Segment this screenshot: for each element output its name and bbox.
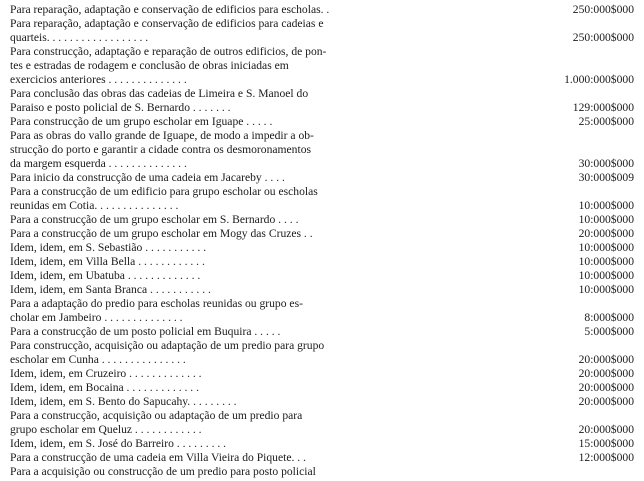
entry-line xyxy=(10,73,634,87)
entry-line xyxy=(10,157,634,171)
entry-line xyxy=(10,3,634,17)
entry-value: 129:000$000 xyxy=(572,101,634,114)
entry-line xyxy=(10,87,634,101)
entry-text: Para a adaptação do predio para escholas reunidas ou grupo es- xyxy=(10,297,303,310)
entry-value: 30:000$000 xyxy=(578,157,634,170)
entry-line xyxy=(10,269,634,283)
entry-value: 25:000$000 xyxy=(578,115,634,128)
entry-line xyxy=(10,353,634,367)
entry-value: 20:000$000 xyxy=(578,367,634,380)
entry-value: 15:000$000 xyxy=(578,437,634,450)
entry-text: reunidas em Cotia. . . . . . . . . . . . . . . xyxy=(10,199,179,212)
entry-line xyxy=(10,45,634,59)
entry-line xyxy=(10,381,634,395)
entry-value: 20:000$000 xyxy=(578,381,634,394)
entry-line xyxy=(10,241,634,255)
entry-value: 20:000$000 xyxy=(578,395,634,408)
entry-text: Idem, idem, em Cruzeiro . . . . . . . . . . . . . xyxy=(10,367,202,380)
entry-text: Para conclusão das obras das cadeias de Limeira e S. Manoel do xyxy=(10,87,309,100)
entry-line xyxy=(10,451,634,465)
entry-text: exercicios anteriores . . . . . . . . . . . . . . xyxy=(10,73,187,86)
entry-line xyxy=(10,227,634,241)
entry-text: Idem, idem, em Santa Branca . . . . . . . . . . . xyxy=(10,283,211,296)
entry-line xyxy=(10,171,634,185)
entry-text: Para inicio da construcção de uma cadeia em Jacareby . . . . xyxy=(10,171,285,184)
entry-line xyxy=(10,423,634,437)
entry-line xyxy=(10,199,634,213)
entry-text: Para a construcção de uma cadeia em Villa Vieira do Piquete. . . xyxy=(10,451,306,464)
entry-line xyxy=(10,409,634,423)
entry-line xyxy=(10,143,634,157)
entry-line xyxy=(10,101,634,115)
entry-line xyxy=(10,115,634,129)
entry-value: 8:000$000 xyxy=(584,311,634,324)
entry-line xyxy=(10,339,634,353)
entry-text: Para reparação, adaptação e conservação de edificios para escholas. . xyxy=(10,3,330,16)
entry-text: Idem, idem, em Bocaina . . . . . . . . . . . . . xyxy=(10,381,200,394)
entry-line xyxy=(10,283,634,297)
entry-line xyxy=(10,185,634,199)
entry-text: Para reparação, adaptação e conservação de edificios para cadeias e xyxy=(10,17,324,30)
entry-value: 250:000$000 xyxy=(572,31,634,44)
entry-text: Para a construcção de um edificio para grupo escholar ou escholas xyxy=(10,185,318,198)
entry-text: Para a construcção de um grupo escholar em Mogy das Cruzes . . xyxy=(10,227,313,240)
entry-text: tes e estradas de rodagem e conclusão de obras iniciadas em xyxy=(10,59,289,72)
entry-text: strucção do porto e garantir a cidade contra os desmoronamentos xyxy=(10,143,312,156)
entry-line xyxy=(10,311,634,325)
entry-text: Idem, idem, em S. Sebastião . . . . . . . . . . . xyxy=(10,241,207,254)
entry-line xyxy=(10,395,634,409)
entry-text: Idem, idem, em S. José do Barreiro . . . . . . . . . xyxy=(10,437,227,450)
entry-line xyxy=(10,367,634,381)
entry-value: 1.000:000$000 xyxy=(564,73,634,86)
entry-text: Idem, idem, em Ubatuba . . . . . . . . . . . . . xyxy=(10,269,201,282)
entry-line xyxy=(10,325,634,339)
entry-text: escholar em Cunha . . . . . . . . . . . . . . . xyxy=(10,353,186,366)
entry-line xyxy=(10,297,634,311)
entry-value: 10:000$000 xyxy=(578,213,634,226)
entry-text: Para construcção, adaptação e reparação de outros edificios, de pon- xyxy=(10,45,327,58)
entry-value: 5:000$000 xyxy=(584,325,634,338)
entry-value: 20:000$000 xyxy=(578,423,634,436)
entry-value: 10:000$000 xyxy=(578,241,634,254)
entry-text: Para as obras do vallo grande de Iguape, de modo a impedir a ob- xyxy=(10,129,314,142)
entry-line xyxy=(10,17,634,31)
entry-text: Idem, idem, em S. Bento do Sapucahy. . . . . . . . . xyxy=(10,395,237,408)
entry-text: Para a construcção de um grupo escholar em S. Bernardo . . . . xyxy=(10,213,299,226)
entry-text: Para a construcção, acquisição ou adaptação de um predio para xyxy=(10,409,303,422)
entry-line xyxy=(10,255,634,269)
entry-line xyxy=(10,465,634,479)
entry-line xyxy=(10,31,634,45)
entry-value: 10:000$000 xyxy=(578,199,634,212)
entry-value: 10:000$000 xyxy=(578,255,634,268)
entry-text: grupo escholar em Queluz . . . . . . . . . . . . xyxy=(10,423,202,436)
entry-text: Para construcção, acquisição ou adaptação de um predio para grupo xyxy=(10,339,325,352)
entry-line xyxy=(10,437,634,451)
entry-value: 10:000$000 xyxy=(578,269,634,282)
entry-text: Idem, idem, em Villa Bella . . . . . . . . . . . . xyxy=(10,255,205,268)
entry-value: 20:000$000 xyxy=(578,227,634,240)
entry-text: Paraiso e posto policial de S. Bernardo . . . . . . . xyxy=(10,101,231,114)
entry-text: Para a construcção de um posto policial em Buquira . . . . . xyxy=(10,325,281,338)
entry-line xyxy=(10,213,634,227)
entry-value: 12:000$000 xyxy=(578,451,634,464)
entry-text: da margem esquerda . . . . . . . . . . . . . . xyxy=(10,157,187,170)
entry-line xyxy=(10,129,634,143)
entry-value: 10:000$000 xyxy=(578,283,634,296)
entry-text: cholar em Jambeiro . . . . . . . . . . . . . . xyxy=(10,311,183,324)
entry-text: quarteis. . . . . . . . . . . . . . . . . . xyxy=(10,31,149,44)
entry-text: Para a acquisição ou construcção de um predio para posto policial xyxy=(10,465,316,478)
entry-text: Para construcção de um grupo escholar em Iguape . . . . . xyxy=(10,115,273,128)
entry-value: 250:000$000 xyxy=(572,3,634,16)
entry-line xyxy=(10,59,634,73)
entry-value: 20:000$000 xyxy=(578,353,634,366)
entry-value: 30:000$009 xyxy=(578,171,634,184)
